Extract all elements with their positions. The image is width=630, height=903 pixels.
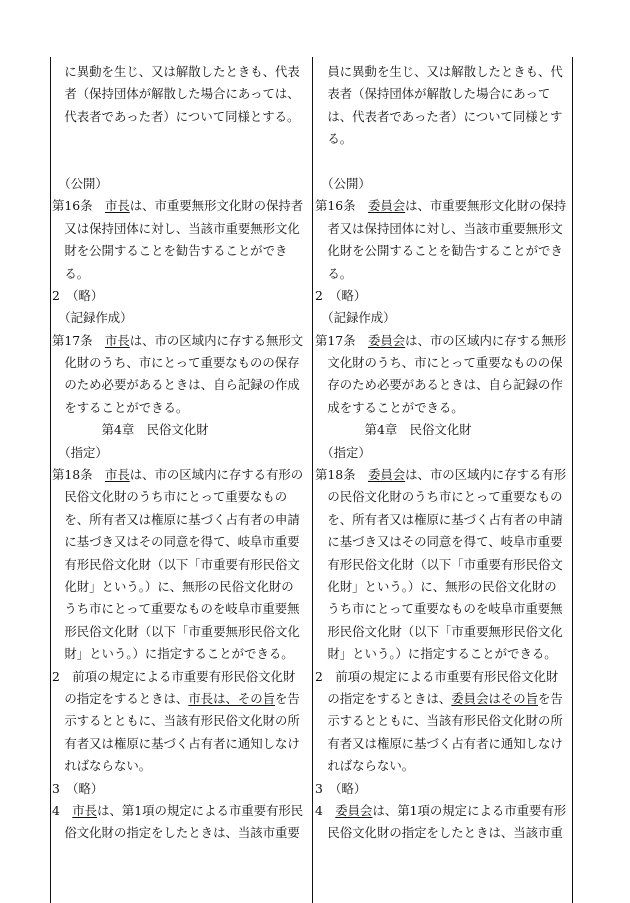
- underlined-term: 委員会: [367, 332, 406, 348]
- blank-line: [315, 151, 571, 173]
- line-prefix: 第17条: [52, 332, 105, 348]
- underlined-term: 委員会: [367, 198, 406, 214]
- text-line: のため必要があるときは、自ら記録の作成: [52, 377, 300, 393]
- text-line: ればならない。: [315, 758, 415, 774]
- text-line: 第4章 民俗文化財: [315, 422, 472, 438]
- line-prefix: 第17条: [315, 332, 368, 348]
- line-suffix: は、市の区域内に存する無形文: [129, 332, 304, 348]
- text-line: 化財を公開することを勧告することができ: [315, 243, 563, 259]
- text-line: 形民俗文化財（以下「市重要無形民俗文化: [52, 623, 300, 639]
- text-line: [52, 464, 310, 486]
- line-prefix: 第18条: [315, 467, 368, 483]
- text-line: 代表者であった者）について同様とする。: [52, 108, 300, 124]
- text-line: 民俗文化財の指定をしたときは、当該市重: [315, 825, 563, 841]
- text-line: 化財のうち、市にとって重要なものの保存: [52, 355, 300, 371]
- line-suffix: を告: [275, 690, 300, 706]
- text-line: [315, 330, 571, 352]
- text-line: 文化財のうち、市にとって重要なものの保: [315, 355, 563, 371]
- blank-line: [52, 128, 310, 173]
- line-prefix: 第16条: [52, 198, 105, 214]
- text-line: [52, 800, 310, 822]
- underlined-term: 市長: [104, 467, 130, 483]
- text-line: る。: [315, 265, 353, 281]
- underlined-term: 委員会: [335, 802, 373, 818]
- line-prefix: の指定をするときは、: [52, 690, 189, 706]
- text-line: 財」という。）に指定することができる。: [315, 646, 557, 662]
- text-line: [52, 330, 310, 352]
- center-divider-line: [312, 57, 313, 903]
- text-line: 2 （略）: [52, 287, 104, 303]
- text-line: 民俗文化財のうち市にとって重要なもの: [52, 489, 288, 505]
- text-line: [315, 688, 571, 710]
- text-line: 化財」という。）に、無形の民俗文化財の: [52, 579, 294, 594]
- text-line: 2 （略）: [315, 287, 367, 303]
- line-suffix: は、市の区域内に存する無形: [405, 332, 567, 348]
- line-prefix: 4: [52, 802, 73, 818]
- text-line: （公開）: [315, 175, 371, 191]
- text-line: の民俗文化財のうち市にとって重要なもの: [315, 489, 563, 505]
- line-prefix: の指定をするときは、: [315, 690, 452, 706]
- underlined-term: 市長は、その旨: [188, 690, 276, 706]
- text-line: （記録作成）: [315, 310, 396, 326]
- text-line: に基づき又はその同意を得て、岐阜市重要: [315, 534, 563, 550]
- text-line: 財」という。）に指定することができる。: [52, 646, 294, 662]
- underlined-term: 委員会: [367, 467, 406, 483]
- text-line: 存のため必要があるときは、自ら記録の作: [315, 377, 563, 393]
- text-line: 3 （略）: [315, 780, 367, 796]
- text-line: [315, 800, 571, 822]
- line-suffix: を告: [538, 690, 563, 706]
- line-suffix: は、市の区域内に存する有形: [405, 467, 567, 483]
- text-line: 2 前項の規定による市重要有形民俗文化財: [52, 668, 296, 684]
- underlined-term: 委員会はその旨: [451, 690, 539, 706]
- text-line: を、所有者又は権原に基づく占有者の申請: [52, 511, 300, 527]
- underlined-term: 市長: [72, 802, 98, 818]
- text-line: 又は保持団体に対し、当該市重要無形文化: [52, 220, 300, 236]
- text-line: （公開）: [52, 175, 108, 191]
- text-line: 3 （略）: [52, 780, 104, 796]
- text-line: 化財」という。）に、無形の民俗文化財の: [315, 578, 557, 594]
- underlined-term: 市長: [104, 198, 130, 214]
- text-line: 有形民俗文化財（以下「市重要有形民俗文: [315, 556, 563, 572]
- text-line: うち市にとって重要なものを岐阜市重要無: [315, 601, 563, 617]
- amended-text-column: [52, 61, 310, 845]
- text-line: に基づき又はその同意を得て、岐阜市重要: [52, 534, 300, 550]
- text-line: 2 前項の規定による市重要有形民俗文化財: [315, 668, 559, 684]
- text-line: （指定）: [315, 444, 371, 460]
- text-line: [52, 195, 310, 217]
- text-line: る。: [52, 265, 90, 281]
- line-prefix: 第18条: [52, 467, 105, 483]
- underlined-term: 市長: [104, 332, 130, 348]
- text-line: 形民俗文化財（以下「市重要無形民俗文化: [315, 623, 563, 639]
- text-line: を、所有者又は権原に基づく占有者の申請: [315, 511, 563, 527]
- text-line: に異動を生じ、又は解散したときも、代表: [52, 64, 300, 79]
- text-line: （記録作成）: [52, 310, 133, 326]
- text-line: をすることができる。: [52, 399, 189, 415]
- line-prefix: 第16条: [315, 198, 368, 214]
- line-suffix: は、市の区域内に存する有形の: [129, 467, 304, 483]
- text-line: 示するとともに、当該有形民俗文化財の所: [315, 713, 563, 729]
- line-suffix: は、市重要無形文化財の保持者: [129, 198, 304, 214]
- text-line: る。: [315, 131, 353, 147]
- line-prefix: 4: [315, 802, 336, 818]
- text-line: ればならない。: [52, 758, 152, 774]
- text-line: 者又は保持団体に対し、当該市重要無形文: [315, 220, 563, 236]
- text-line: うち市にとって重要なものを岐阜市重要無: [52, 601, 300, 617]
- text-line: 成をすることができる。: [315, 399, 464, 415]
- text-line: 有形民俗文化財（以下「市重要有形民俗文: [52, 556, 300, 572]
- line-suffix: は、第1項の規定による市重要有形民: [97, 802, 304, 818]
- text-line: は、代表者であった者）について同様とす: [315, 108, 563, 124]
- text-line: 有者又は権原に基づく占有者に通知しなけ: [52, 735, 300, 751]
- line-suffix: は、市重要無形文化財の保持: [405, 198, 567, 214]
- text-line: [52, 688, 310, 710]
- right-border-line: [572, 57, 573, 903]
- text-line: 第4章 民俗文化財: [52, 422, 209, 438]
- line-suffix: は、第1項の規定による市重要有形: [372, 802, 567, 818]
- text-line: 員に異動を生じ、又は解散したときも、代: [315, 64, 563, 79]
- text-line: （指定）: [52, 444, 108, 460]
- text-line: [315, 195, 571, 217]
- text-line: 者（保持団体が解散した場合にあっては、: [52, 86, 300, 102]
- text-line: 財を公開することを勧告することができ: [52, 243, 288, 259]
- text-line: 有者又は権原に基づく占有者に通知しなけ: [315, 735, 563, 751]
- text-line: [315, 464, 571, 486]
- text-line: 俗文化財の指定をしたときは、当該市重要: [52, 825, 300, 841]
- left-border-line: [50, 57, 51, 903]
- text-line: 表者（保持団体が解散した場合にあって: [315, 86, 551, 102]
- original-text-column: [315, 61, 571, 845]
- text-line: 示するとともに、当該有形民俗文化財の所: [52, 713, 300, 729]
